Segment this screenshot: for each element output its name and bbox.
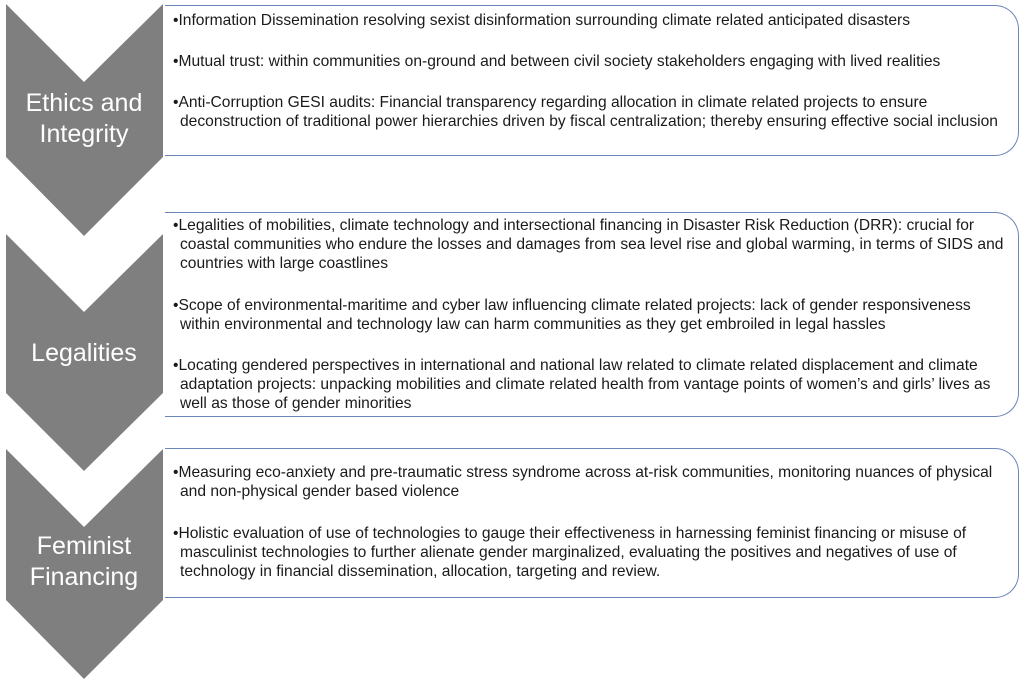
content-box-feminist-financing bbox=[165, 448, 1019, 598]
bullet-item bbox=[173, 216, 1004, 273]
content-box-ethics-integrity bbox=[165, 5, 1019, 156]
label-line: Integrity bbox=[39, 120, 129, 148]
bullet-item bbox=[173, 356, 1004, 413]
bullet-text: Anti-Corruption GESI audits: Financial transparency regarding allocation in climate related projects to ensure deconstruction of traditional power hierarchies driven by fiscal centralization; thereby ensuring effective social inclusion bbox=[178, 94, 998, 130]
bullet-marker: • bbox=[173, 53, 179, 70]
bullet-item bbox=[173, 11, 1004, 30]
bullet-marker: • bbox=[173, 12, 179, 29]
section-label-ethics-integrity bbox=[6, 88, 162, 150]
bullet-text: Scope of environmental-maritime and cyber law influencing climate related projects: lack of gender responsiveness within environmental and technology law can harm communities as they get embroiled in legal hassles bbox=[178, 297, 971, 333]
section-label-legalities bbox=[6, 338, 162, 369]
bullet-item bbox=[173, 52, 1004, 71]
bullet-marker: • bbox=[173, 525, 179, 542]
bullet-marker: • bbox=[173, 94, 179, 111]
label-line: Legalities bbox=[31, 339, 137, 367]
bullet-text: Mutual trust: within communities on-ground and between civil society stakeholders engaging with lived realities bbox=[178, 53, 941, 70]
bullet-item bbox=[173, 524, 1004, 581]
bullet-marker: • bbox=[173, 217, 179, 234]
label-line: Financing bbox=[29, 563, 139, 591]
bullet-item bbox=[173, 93, 1004, 131]
bullet-text: Legalities of mobilities, climate technology and intersectional financing in Disaster Risk Reduction (DRR): crucial for coastal communities who endure the losses and damages from sea level rise and global warming, in terms of SIDS and countries with large coastlines bbox=[178, 217, 1004, 272]
label-line: Ethics and bbox=[25, 89, 143, 117]
section-label-feminist-financing bbox=[6, 531, 162, 593]
bullet-text: Holistic evaluation of use of technologies to gauge their effectiveness in harnessing feminist financing or misuse of masculinist technologies to further alienate gender marginalized, evaluating the positives and negatives of use of technology in financial dissemination, allocation, targeting and review. bbox=[178, 525, 967, 580]
label-line: Feminist bbox=[36, 532, 132, 560]
bullet-text: Measuring eco-anxiety and pre-traumatic stress syndrome across at-risk communities, monitoring nuances of physical and non-physical gender based violence bbox=[178, 464, 993, 500]
content-box-legalities bbox=[165, 212, 1019, 417]
bullet-item bbox=[173, 296, 1004, 334]
bullet-marker: • bbox=[173, 357, 179, 374]
bullet-item bbox=[173, 463, 1004, 501]
bullet-marker: • bbox=[173, 297, 179, 314]
bullet-text: Information Dissemination resolving sexist disinformation surrounding climate related anticipated disasters bbox=[178, 12, 910, 29]
bullet-marker: • bbox=[173, 464, 179, 481]
bullet-text: Locating gendered perspectives in international and national law related to climate related displacement and climate adaptation projects: unpacking mobilities and climate related health from vantage points of women’s and girls’ lives as well as those of gender minorities bbox=[178, 357, 991, 412]
